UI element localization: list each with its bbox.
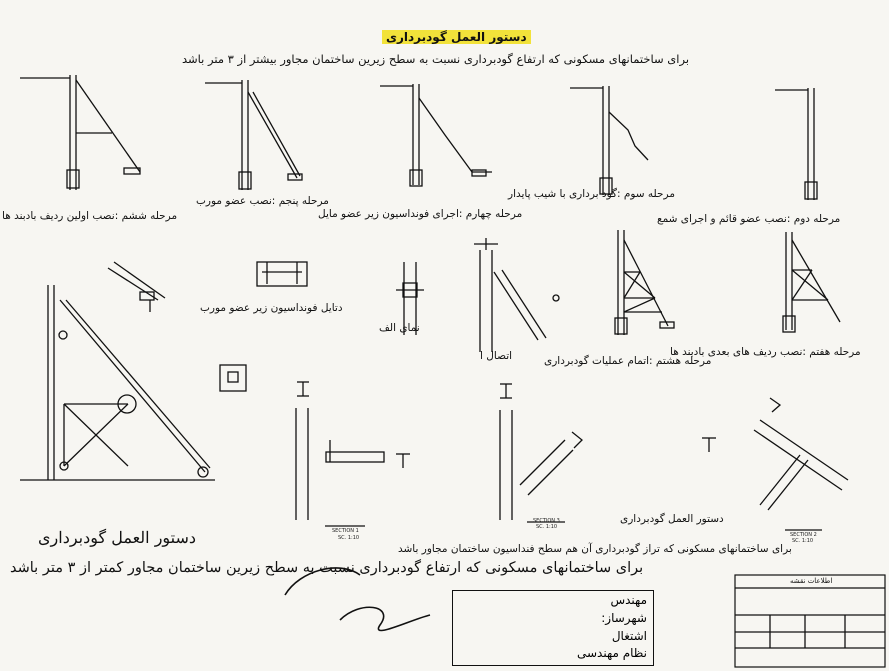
stage7-drawing: [783, 232, 840, 332]
connection-1-label: اتصال ا: [480, 350, 513, 362]
section-3-scale: SC. 1:10: [536, 524, 558, 530]
section-2-drawing: [702, 398, 848, 510]
main-elevation-drawing: [20, 285, 215, 480]
engineer-label: مهندس: [610, 593, 647, 607]
info-title: اطلاعات نقشه: [790, 577, 833, 585]
detail-angled-drawing: [108, 262, 165, 312]
view-alef-label: نمای الف: [379, 322, 420, 334]
stage3-drawing: [570, 86, 648, 195]
stage5-drawing: [205, 80, 302, 190]
base-plate-drawing: [220, 365, 246, 391]
section-3-label: SECTION 3: [533, 518, 560, 524]
mid-title: دستور العمل گودبرداری: [620, 513, 724, 525]
employment-label: اشتغال: [611, 629, 647, 643]
stage2-drawing: [775, 88, 817, 200]
stage-8-label: مرحله هشتم :اتمام عملیات گودبرداری: [544, 355, 712, 367]
section-2-label: SECTION 2: [790, 532, 817, 538]
sheet-title: دستور العمل گودبرداری: [382, 30, 531, 44]
section-3-drawing: [500, 384, 582, 520]
stage4-drawing: [380, 84, 492, 186]
section-1-label: SECTION 1: [332, 528, 359, 534]
stage-7-label: مرحله هفتم :نصب ردیف های بعدی بادبند ها: [670, 346, 861, 358]
stage8-drawing: [615, 230, 674, 335]
stage-5-label: مرحله پنجم :نصب عضو مورب: [196, 195, 329, 207]
engineering-label: نظام مهندسی: [576, 646, 647, 660]
subtitle-top: برای ساختمانهای مسکونی که ارتفاع گودبرداری نسبت به سطح زیرین ساختمان مجاور بیشتر از ۳ متر باشد: [182, 52, 690, 66]
section-1-scale: SC. 1:10: [338, 535, 360, 541]
stamp-box: [452, 590, 654, 666]
stage-2-label: مرحله دوم :نصب عضو قائم و اجرای شمع: [657, 213, 841, 225]
subtitle-mid: برای ساختمانهای مسکونی که تراز گودبرداری آن هم سطح فنداسیون ساختمان مجاور باشد: [398, 543, 792, 555]
stage-4-label: مرحله چهارم :اجرای فونداسیون زیر عضو مایل: [318, 208, 523, 220]
stage-3-label: مرحله سوم :گود برداری با شیب پایدار: [508, 188, 675, 200]
connection-1-drawing: [474, 238, 559, 352]
foundation-detail-drawing: [257, 262, 307, 286]
subtitle-bottom: برای ساختمانهای مسکونی که ارتفاع گودبرداری نسبت به سطح زیرین ساختمان مجاور کمتر از ۳ متر باشد: [10, 560, 644, 576]
builder-label: شهرساز:: [601, 611, 647, 625]
bottom-title: دستور العمل گودبرداری: [38, 528, 197, 547]
signature: [285, 568, 430, 631]
stage-6-label: مرحله ششم :نصب اولین ردیف بادبند ها: [2, 210, 178, 222]
stage6-drawing: [20, 75, 140, 190]
section-1-drawing: [296, 382, 410, 520]
section-2-scale: SC. 1:10: [792, 538, 814, 544]
foundation-detail-label: دتایل فونداسیون زیر عضو مورب: [200, 302, 343, 314]
